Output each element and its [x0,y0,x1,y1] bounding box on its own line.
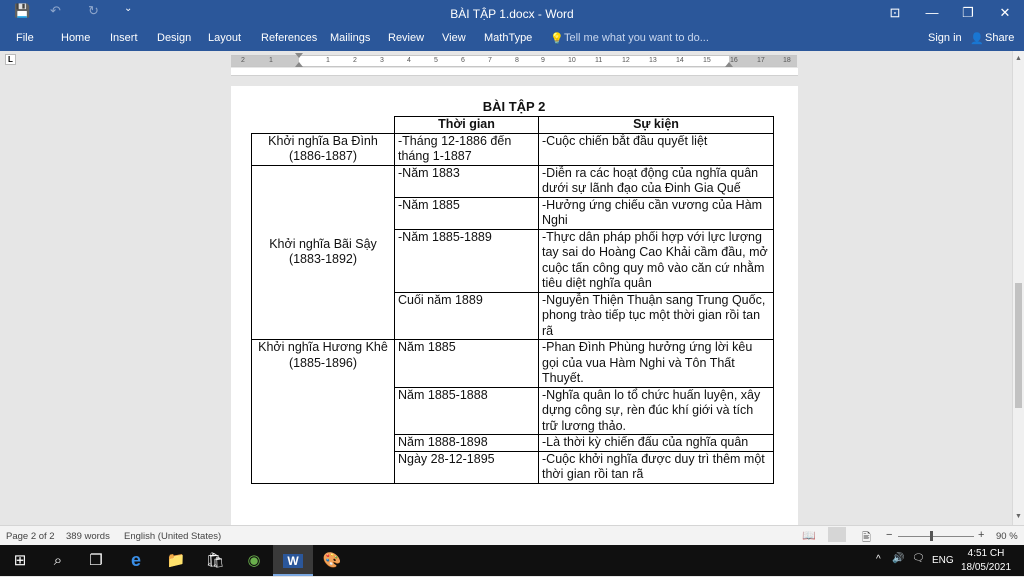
page-count[interactable]: Page 2 of 2 [6,531,55,542]
start-icon[interactable]: ⊞ [13,552,27,569]
uprising-name: Khởi nghĩa Bãi Sậy [269,236,377,251]
save-icon[interactable]: 💾 [14,3,31,18]
zoom-slider-track[interactable] [898,536,974,537]
tab-file[interactable]: File [16,32,34,44]
sign-in-link[interactable]: Sign in [928,32,962,44]
time-cell[interactable]: Cuối năm 1889 [395,292,539,340]
clock-time[interactable]: 4:51 CH [967,548,1005,559]
zoom-out-button[interactable]: − [886,529,893,541]
horizontal-ruler[interactable] [231,55,797,67]
minimize-button[interactable]: — [925,5,939,20]
event-cell[interactable]: -Diễn ra các hoạt động của nghĩa quân dưới sự lãnh đạo của Đinh Gia Quế [539,165,774,197]
tell-me-box[interactable]: Tell me what you want to do... [564,32,709,44]
ime-icon[interactable]: 🗨 [912,553,925,564]
ruler-tick: 2 [241,57,245,64]
customize-qat-icon[interactable]: ⌄ [124,3,133,14]
tab-mailings[interactable]: Mailings [330,32,371,44]
paint-icon[interactable]: 🎨 [322,552,342,569]
uprising-name: Khởi nghĩa Hương Khê [258,340,388,354]
table-row [252,165,774,197]
person-icon: 👤 [970,33,984,45]
event-cell[interactable]: -Cuộc khởi nghĩa được duy trì thêm một thời gian rồi tan rã [539,451,774,483]
ribbon-tabs [0,26,1024,51]
time-cell[interactable]: Năm 1885-1888 [395,387,539,435]
ruler-tick: 14 [676,57,684,64]
document-heading: BÀI TẬP 2 [482,99,546,114]
ruler-area [0,51,1012,68]
table-row [252,340,774,388]
taskbar [0,545,1024,576]
ruler-tick: 11 [595,57,603,64]
tab-selector[interactable]: L [5,54,16,65]
file-explorer-icon[interactable]: 📁 [166,552,186,569]
time-cell[interactable]: -Tháng 12-1886 đến tháng 1-1887 [395,133,539,165]
store-icon[interactable]: 🛍 [205,552,225,569]
zoom-level[interactable]: 90 % [996,531,1018,542]
header-event: Sự kiện [539,117,774,134]
event-cell[interactable]: -Là thời kỳ chiến đấu của nghĩa quân [539,435,774,452]
zoom-in-button[interactable]: + [978,529,985,541]
word-icon: W [283,554,302,568]
status-bar [0,525,1024,546]
event-cell[interactable]: -Hưởng ứng chiếu cần vương của Hàm Nghi [539,197,774,229]
close-button[interactable]: ✕ [999,5,1011,20]
uprising-cell[interactable] [252,165,395,340]
lightbulb-icon: 💡 [550,33,564,45]
ruler-tick: 16 [730,57,738,64]
time-cell[interactable]: Năm 1885 [395,340,539,388]
ruler-tick: 9 [541,57,545,64]
time-cell[interactable]: -Năm 1885-1889 [395,229,539,292]
uprising-period: (1883-1892) [288,252,358,267]
table-header-row [252,117,774,134]
zoom-slider-thumb[interactable] [930,531,933,541]
language-indicator[interactable]: English (United States) [124,531,222,542]
vertical-scrollbar[interactable] [1012,51,1024,525]
scrollbar-thumb[interactable] [1015,283,1022,408]
ribbon-display-options-icon[interactable]: ⊡ [889,5,901,20]
scroll-down-icon[interactable]: ▼ [1015,513,1022,520]
tray-overflow-icon[interactable]: ^ [876,554,881,565]
ruler-tick: 1 [269,57,273,64]
search-icon[interactable]: ⌕ [53,552,63,569]
header-time: Thời gian [395,117,539,134]
tab-view[interactable]: View [442,32,466,44]
uprising-cell[interactable] [252,340,395,484]
ruler-tick: 10 [568,57,576,64]
hanging-indent-marker[interactable] [295,62,303,67]
print-layout-icon[interactable] [828,527,846,542]
event-cell[interactable]: -Nguyễn Thiện Thuận sang Trung Quốc, phong trào tiếp tục một thời gian rồi tan rã [539,292,774,340]
uprising-cell[interactable] [252,133,395,165]
ruler-tick: 4 [407,57,411,64]
ruler-tick: 5 [434,57,438,64]
ruler-tick: 13 [649,57,657,64]
ruler-tick: 6 [461,57,465,64]
share-button[interactable]: Share [985,32,1015,44]
read-mode-icon[interactable]: 📖 [802,530,816,542]
uprisings-table[interactable] [251,116,774,484]
tab-references[interactable]: References [261,32,318,44]
clock-date[interactable]: 18/05/2021 [960,562,1012,573]
restore-button[interactable]: ❐ [962,5,974,20]
tab-mathtype[interactable]: MathType [484,32,533,44]
ruler-tick: 15 [703,57,711,64]
document-area [0,68,1012,525]
language-tray[interactable]: ENG [932,555,954,566]
ruler-tick: 1 [326,57,330,64]
ruler-tick: 2 [353,57,357,64]
volume-icon[interactable]: 🔊 [892,553,905,564]
ruler-tick: 7 [488,57,492,64]
tab-review[interactable]: Review [388,32,425,44]
ruler-tick: 12 [622,57,630,64]
event-cell[interactable]: -Phan Đình Phùng hưởng ứng lời kêu gọi của vua Hàm Nghi và Tôn Thất Thuyết. [539,340,774,388]
ruler-tick: 3 [380,57,384,64]
time-cell[interactable]: -Năm 1883 [395,165,539,197]
time-cell[interactable]: -Năm 1885 [395,197,539,229]
event-cell[interactable]: -Nghĩa quân lo tổ chức huấn luyện, xây dựng công sự, rèn đúc khí giới và tích trữ lương thảo. [539,387,774,435]
ruler-tick: 8 [515,57,519,64]
task-view-icon[interactable]: ❐ [89,552,103,569]
redo-icon[interactable]: ↻ [88,3,99,18]
right-indent-marker[interactable] [725,62,733,67]
tab-home[interactable]: Home [61,32,91,44]
uprising-period: (1885-1896) [288,355,358,370]
first-line-indent-marker[interactable] [295,53,303,58]
word-taskbar-button[interactable] [273,545,313,576]
undo-icon[interactable]: ↶ [50,3,61,18]
tab-design[interactable]: Design [157,32,192,44]
event-cell[interactable]: -Thực dân pháp phối hợp với lực lượng tay sai do Hoàng Cao Khải cầm đầu, mở cuộc tấn công quy mô vào căn cứ nhằm tiêu diệt nghĩa quân [539,229,774,292]
empty-header-cell [252,117,395,134]
window-title: BÀI TẬP 1.docx - Word [450,7,574,21]
time-cell[interactable]: Ngày 28-12-1895 [395,451,539,483]
title-bar [0,0,1024,26]
time-cell[interactable]: Năm 1888-1898 [395,435,539,452]
uprising-name: Khởi nghĩa Ba Đình [268,133,378,148]
previous-page-edge [231,68,798,76]
event-cell[interactable]: -Cuộc chiến bắt đầu quyết liệt [539,133,774,165]
web-layout-icon[interactable]: 🖹 [862,532,871,544]
chrome-icon[interactable]: ◉ [247,552,261,569]
edge-icon[interactable]: e [130,550,141,570]
tab-insert[interactable]: Insert [110,32,138,44]
scroll-up-icon[interactable]: ▲ [1015,55,1022,62]
uprising-period: (1886-1887) [288,149,358,163]
word-count[interactable]: 389 words [66,531,110,542]
ruler-tick: 18 [783,57,791,64]
table-row [252,133,774,165]
tab-layout[interactable]: Layout [208,32,242,44]
ruler-tick: 17 [757,57,765,64]
